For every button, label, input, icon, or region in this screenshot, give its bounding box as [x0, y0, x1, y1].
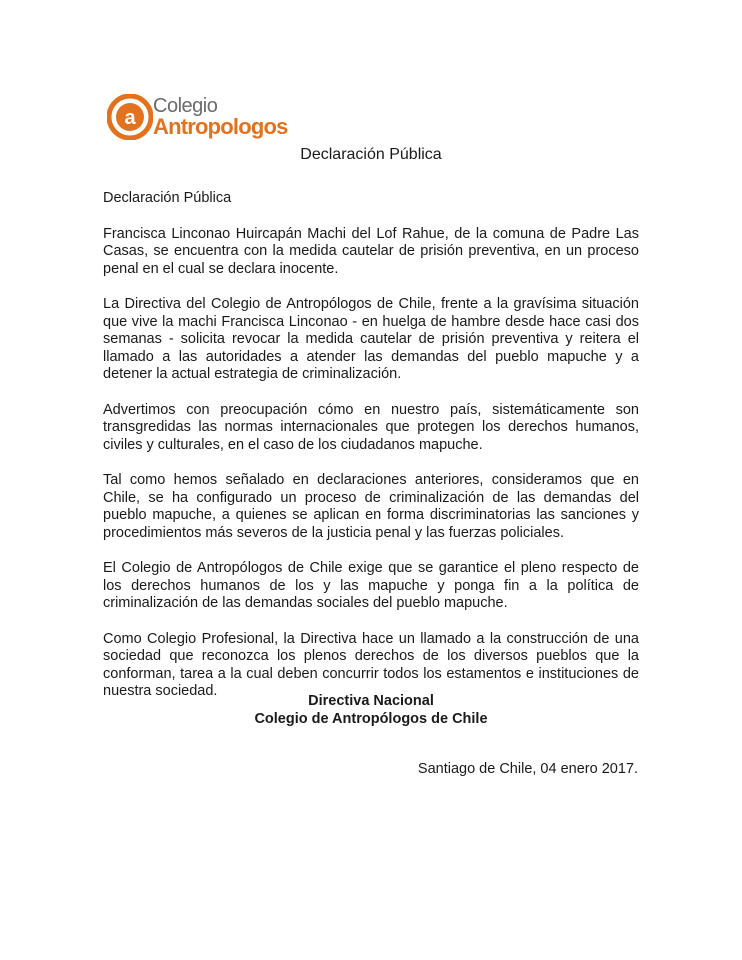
paragraph-5: El Colegio de Antropólogos de Chile exige que se garantice el pleno respecto de los derechos humanos de los y las mapuche y ponga fin a la política de criminalización de las demandas sociales del pueblo mapuche.: [103, 560, 639, 611]
logo-line-1: Colegio: [153, 95, 218, 117]
paragraph-4: Tal como hemos señalado en declaraciones anteriores, consideramos que en Chile, se ha configurado un proceso de criminalización de las demandas del pueblo mapuche, a quienes se aplican en forma discriminatorias las sanciones y procedimientos más severos de la justicia penal y las fuerzas policiales.: [103, 472, 639, 541]
document-date: Santiago de Chile, 04 enero 2017.: [417, 761, 638, 777]
signature-line-1: Directiva Nacional: [308, 693, 434, 709]
document-subtitle: Declaración Pública: [103, 190, 232, 206]
paragraph-1: Francisca Linconao Huircapán Machi del Lof Rahue, de la comuna de Padre Las Casas, se encuentra con la medida cautelar de prisión preventiva, en un proceso penal en el cual se declara inocente.: [103, 225, 639, 277]
signature-line-2: Colegio de Antropólogos de Chile: [254, 711, 488, 727]
document-body: [103, 190, 639, 719]
paragraph-2: La Directiva del Colegio de Antropólogos de Chile, frente a la gravísima situación que vive la machi Francisca Linconao - en huelga de hambre desde hace casi dos semanas - solicita revocar la medida cautelar de prisión preventiva y reitera el llamado a las autoridades a atender las demandas del pueblo mapuche y a detener la actual estrategia de criminalización.: [103, 296, 639, 382]
paragraph-3: Advertimos con preocupación cómo en nuestro país, sistemáticamente son transgredidas las normas internacionales que protegen los derechos humanos, civiles y culturales, en el caso de los ciudadanos mapuche.: [103, 401, 639, 453]
logo-mark-letter: a: [124, 107, 136, 129]
logo-wordmark: [153, 92, 288, 138]
logo-a-icon: [107, 94, 153, 140]
signature-block: [103, 692, 639, 728]
logo-line-2: Antropologos: [153, 114, 288, 139]
paragraph-6: Como Colegio Profesional, la Directiva hace un llamado a la construcción de una sociedad que reconozca los plenos derechos de los diversos pueblos que la conforman, tarea a la cual deben concurrir todos los estamentos e instituciones de nuestra sociedad.: [103, 630, 639, 699]
logo: [107, 92, 292, 142]
page-title: Declaración Pública: [300, 146, 442, 163]
